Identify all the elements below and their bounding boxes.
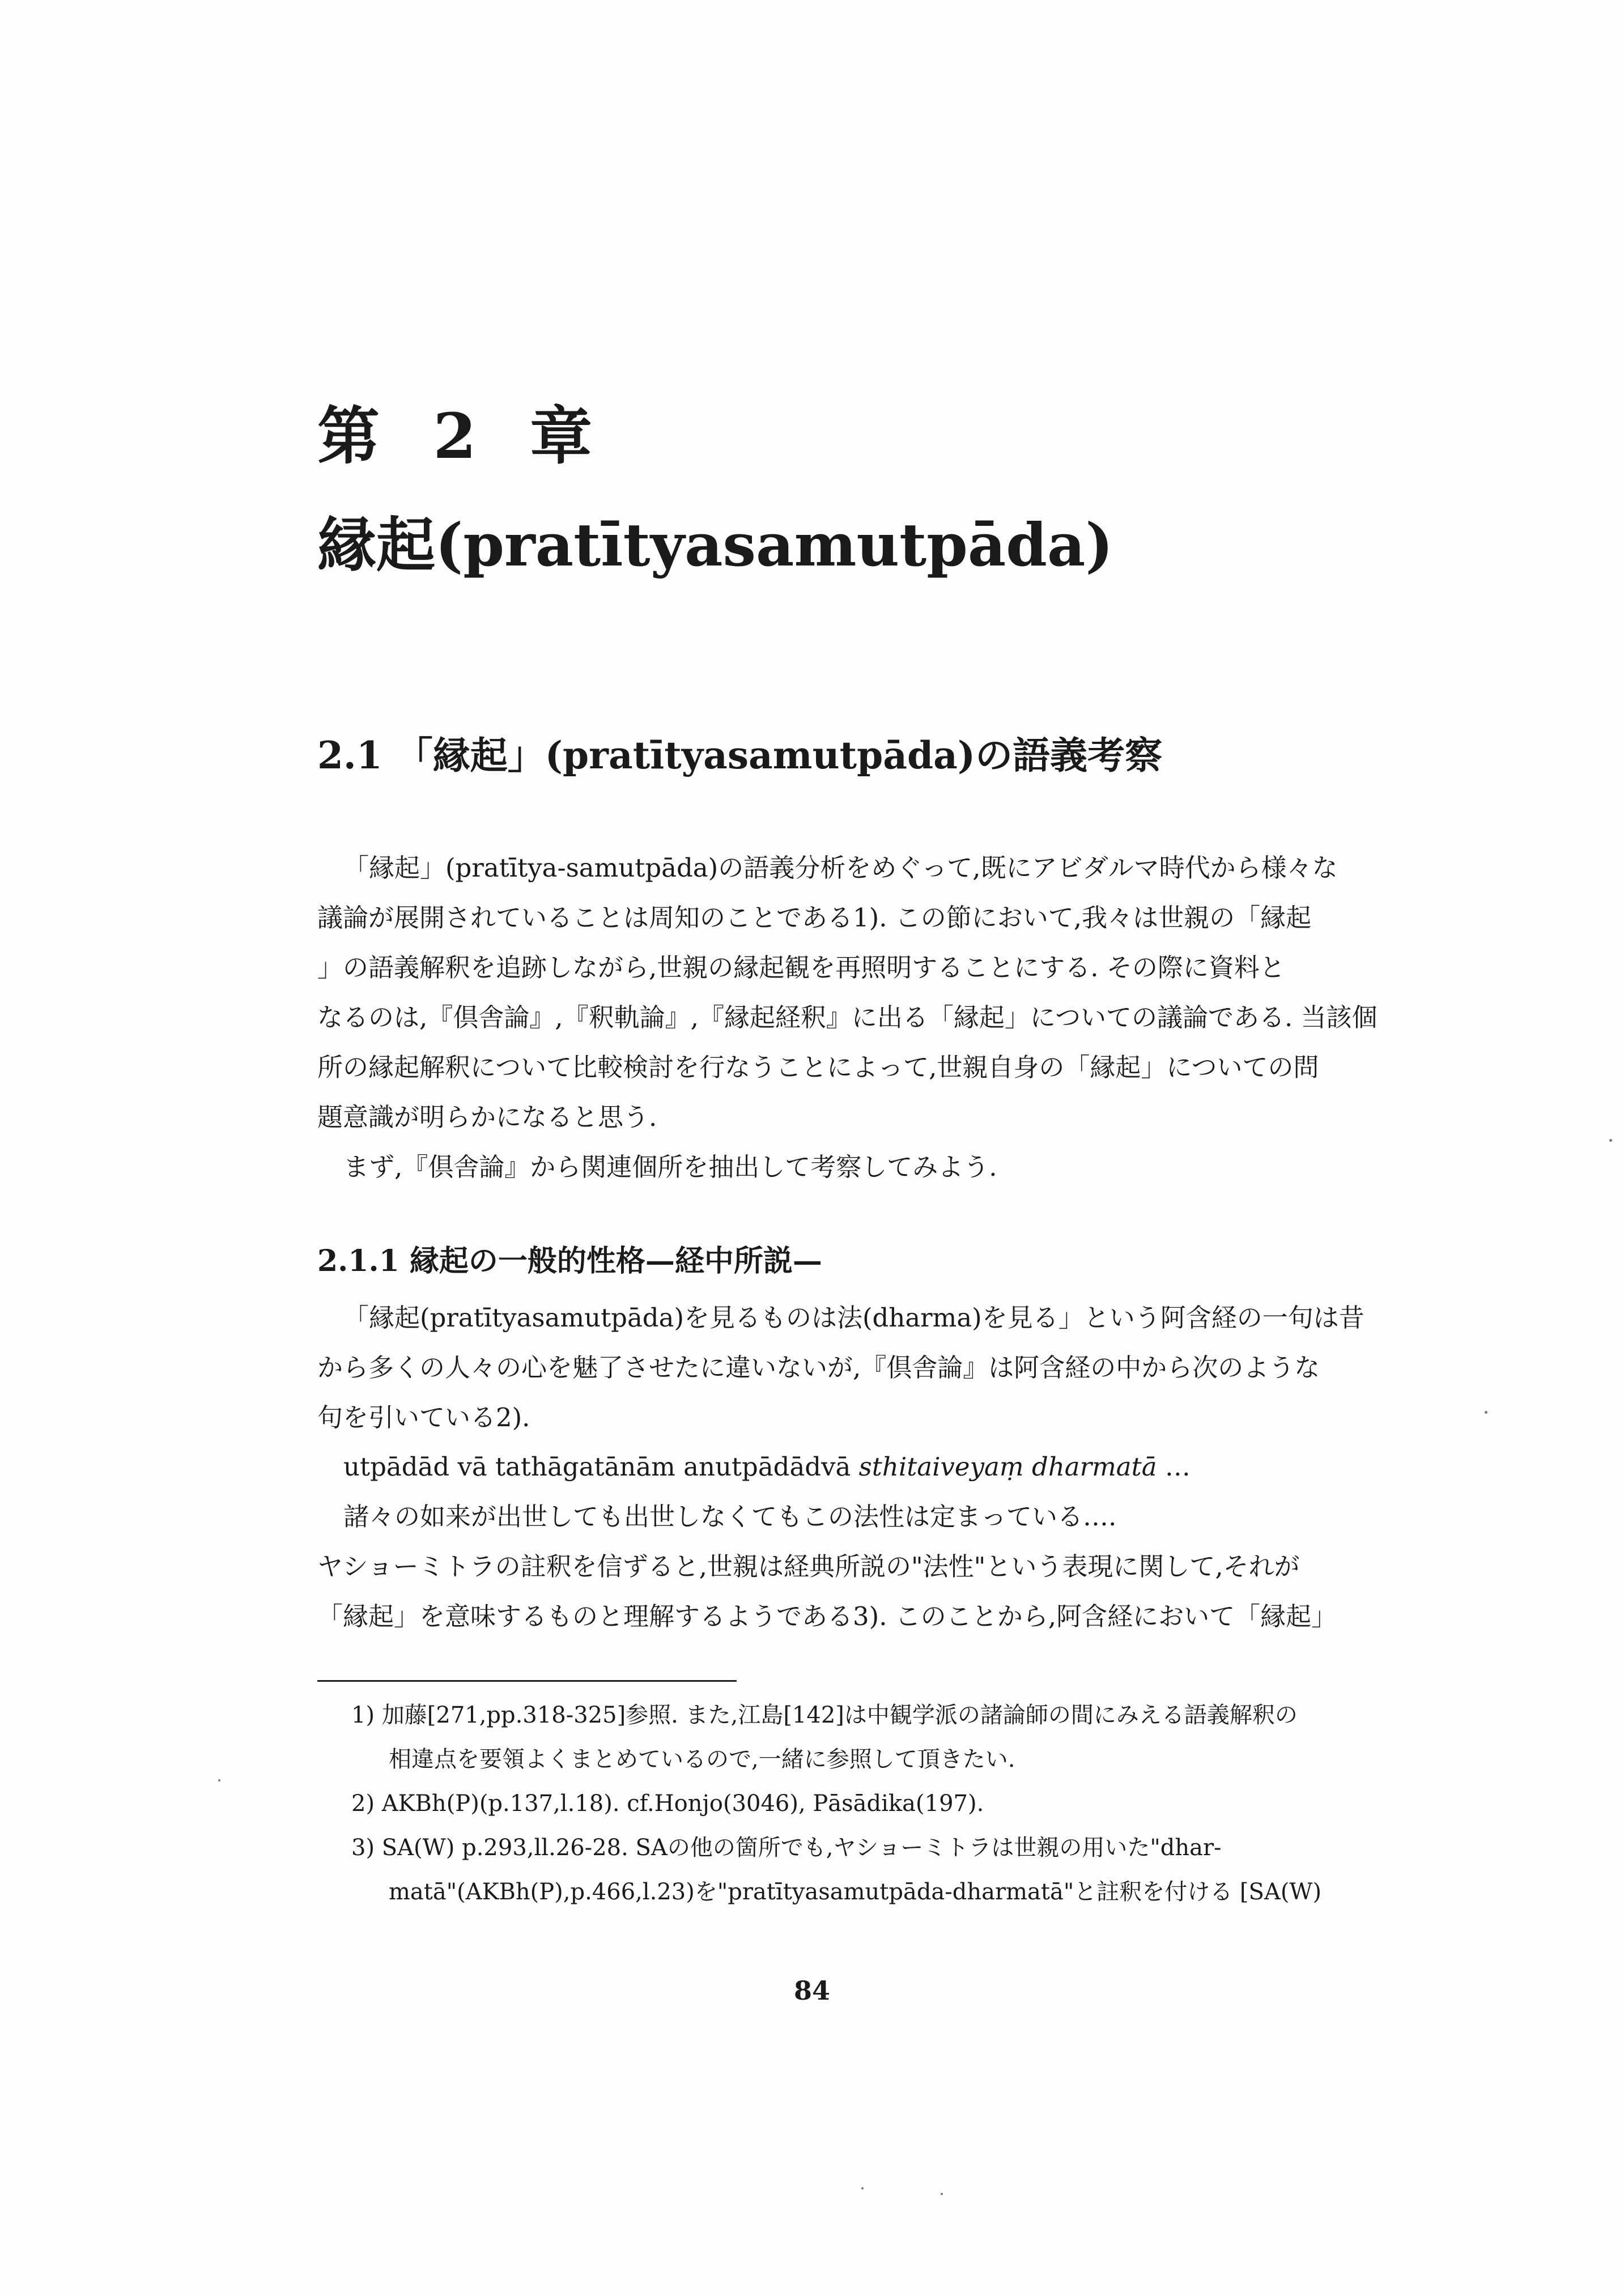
sanskrit-italic: sthitaiveyaṃ dharmatā — [858, 1452, 1157, 1482]
scan-speck — [1485, 1411, 1487, 1414]
sanskrit-quote — [343, 1442, 1191, 1542]
chapter-title: 縁起(pratītyasamutpāda) — [317, 510, 1113, 580]
footnote-divider — [317, 1680, 737, 1682]
sanskrit-tail: … — [1157, 1452, 1191, 1482]
paragraph-line: 」の語義解釈を追跡しながら,世親の縁起観を再照明することにする. その際に資料と — [317, 953, 1285, 983]
sanskrit-line — [343, 1442, 1191, 1492]
section-heading: 2.1 「縁起」(pratītyasamutpāda)の語義考察 — [317, 733, 1163, 777]
subsection-closing-paragraph — [317, 1542, 1337, 1642]
paragraph-line: 所の縁起解釈について比較検討を行なうことによって,世親自身の「縁起」についての問 — [317, 1052, 1319, 1082]
footnotes — [351, 1693, 1349, 1914]
paragraph-line: 議論が展開されていることは周知のことである1). この節において,我々は世親の「縁起 — [317, 903, 1312, 933]
paragraph-line: まず,『倶舎論』から関連個所を抽出して考察してみよう. — [343, 1152, 997, 1182]
paragraph-line: なるのは,『倶舎論』,『釈軌論』,『縁起経釈』に出る「縁起」についての議論である. 当該個 — [317, 1002, 1378, 1032]
quote-translation: 諸々の如来が出世しても出世しなくてもこの法性は定まっている…. — [343, 1502, 1117, 1532]
scan-speck — [861, 2187, 864, 2189]
section-paragraph-1 — [317, 843, 1378, 1142]
footnote-line: matā"(AKBh(P),p.466,l.23)を"pratītyasamutpāda-dharmatā"と註釈を付ける [SA(W) — [389, 1879, 1322, 1905]
paragraph-line: 「縁起」(pratītya-samutpāda)の語義分析をめぐって,既にアビダルマ時代から様々な — [343, 853, 1338, 883]
footnote-1 — [351, 1693, 1349, 1781]
paragraph-line: 句を引いている2). — [317, 1402, 530, 1432]
paragraph-line: 「縁起(pratītyasamutpāda)を見るものは法(dharma)を見る」という阿含経の一句は昔 — [343, 1303, 1364, 1333]
page-number: 84 — [793, 1975, 830, 2006]
chapter-number: 第 2 章 — [317, 399, 609, 473]
scan-speck — [1609, 1139, 1612, 1142]
scan-speck — [218, 1779, 220, 1781]
footnote-line: 相違点を要領よくまとめているので,一緒に参照して頂きたい. — [389, 1746, 1015, 1772]
sanskrit-plain: utpādād vā tathāgatānām anutpādādvā — [343, 1452, 859, 1482]
footnote-2 — [351, 1781, 1349, 1826]
scan-speck — [941, 2193, 943, 2195]
paragraph-line: 題意識が明らかになると思う. — [317, 1102, 657, 1132]
footnote-line: 1) 加藤[271,pp.318-325]参照. また,江島[142]は中観学派の諸論師の間にみえる語義解釈の — [351, 1702, 1298, 1728]
subsection-heading: 2.1.1 縁起の一般的性格—経中所説— — [317, 1244, 822, 1278]
paragraph-line: 「縁起」を意味するものと理解するようである3). このことから,阿含経において「縁起」 — [317, 1601, 1337, 1631]
section-paragraph-2 — [317, 1142, 1332, 1192]
footnote-line: 2) AKBh(P)(p.137,l.18). cf.Honjo(3046), Pāsādika(197). — [351, 1791, 984, 1817]
footnote-line: 3) SA(W) p.293,ll.26-28. SAの他の箇所でも,ヤショーミトラは世親の用いた"dhar- — [351, 1835, 1222, 1861]
footnote-3 — [351, 1826, 1349, 1914]
subsection-paragraph — [317, 1293, 1364, 1443]
paragraph-line: から多くの人々の心を魅了させたに違いないが,『倶舎論』は阿含経の中から次のような — [317, 1353, 1320, 1383]
paragraph-line: ヤショーミトラの註釈を信ずると,世親は経典所説の"法性"という表現に関して,それが — [317, 1551, 1300, 1581]
